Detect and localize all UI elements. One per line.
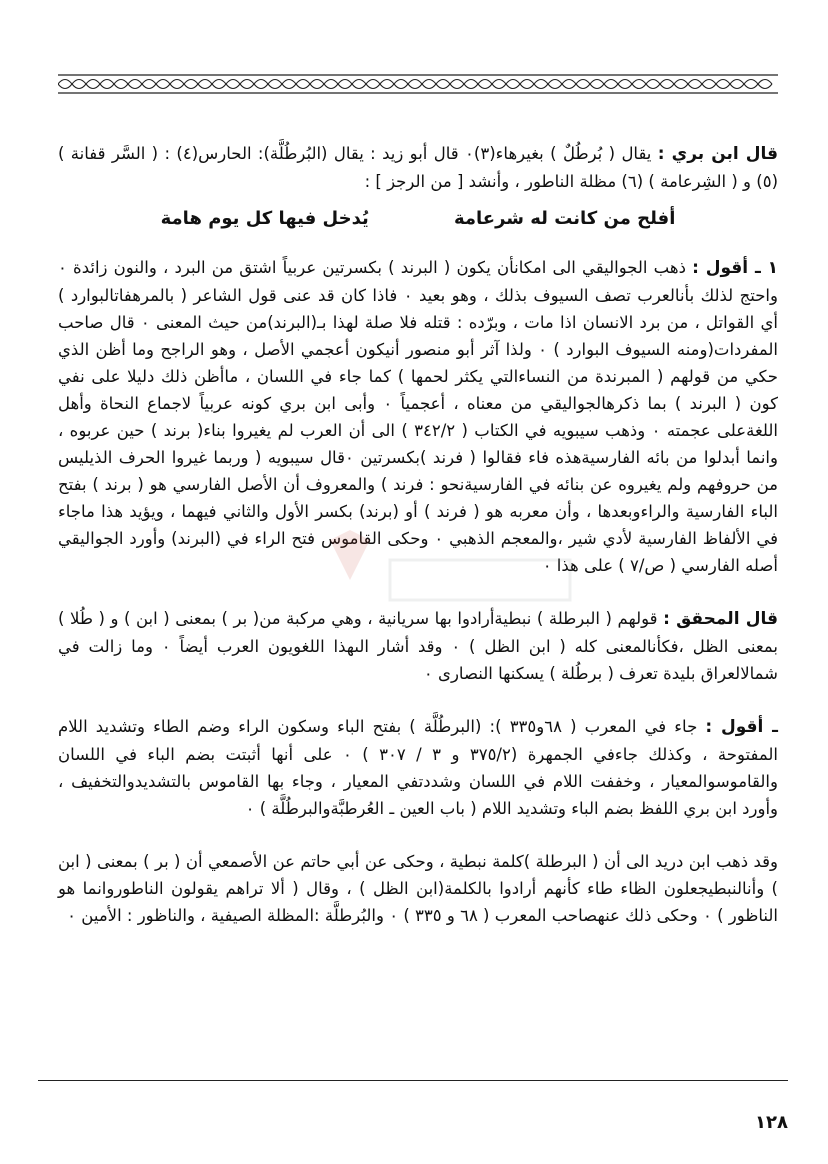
paragraph-lead: ١ ـ أقول : [692, 258, 779, 278]
paragraph-ibn-barri [58, 140, 778, 195]
poetry-verse [118, 205, 718, 232]
verse-first-hemistich: أفلح من كانت له شرعامة [453, 208, 676, 229]
paragraph-ibn-durayd [58, 848, 778, 929]
paragraph-muhaqqiq [58, 605, 778, 687]
body-text [58, 140, 778, 939]
paragraph-text: ذهب الجواليقي الى امكانأن يكون ( البرند ) بكسرتين عربياً اشتق من البرد ، والنون زائدة ٠ واحتج لذلك بأنالعرب تصف السيوف بذلك ، وهو بعيد ٠ فاذا كان قد عنى قول الشاعر ( بالمرهفاتالبوارد ) أي القواتل ، من برد الانسان اذا مات ، وبرّده : قتله فلا صلة لهذا بـ(البرند)من حيث المعنى ٠ قال صاحب المفردات(ومنه السيوف البوارد ) ٠ ولذا آثر أبو منصور أنيكون أعجمي الأصل ، وهو الراجح وما أظن الذي حكي من قولهم ( المبرندة من النساءالتي يكثر لحمها ) كما جاء في اللسان ، ماأظن ذلك دليلا على نفي كون ( البرند ) بما ذكرهالجواليقي من معناه ، أعجمياً ٠ وأبى ابن بري كونه عربياً لاجماع النحاة وأهل اللغةعلى عجمته ٠ وذهب سيبويه في الكتاب ( ٣٤٢/٢ ) الى أن العرب لم يغيروا بناء( برند ) حين عربوه ، وانما أبدلوا من بائه الفارسيةهذه فاء فقالوا ( فرند )بكسرتين ٠قال سيبويه ( وربما غيروا الحرف الذيليس من حروفهم ولم يغيروه عن بنائه في الفارسيةنحو : فرند ) والمعروف أن الأصل الفارسي هو ( برند ) بفتح الباء الفارسية والراءوبعدها ، وأن معربه هو ( فرند ) أو (برند) بكسر الأول والثاني فيهما ، ويؤيد هذا ماجاء في الألفاظ الفارسية لأدي شير ،والمعجم الذهبي ٠ وحكى القاموس فتح الراء في (البرند) وأورد الجواليقي أصله الفارسي ( ص/٧ ) على هذا ٠ [58, 258, 778, 575]
header-ornament-border [58, 72, 778, 96]
paragraph-text: جاء في المعرب ( ٦٨و٣٣٥ ): (البرطُلَّة ) بفتح الباء وسكون الراء وضم الطاء وتشديد اللام المفتوحة ، وكذلك جاءفي الجمهرة (٣٧٥/٢ و ٣ / ٣٠٧ ) ٠ على أنها أثبتت بضم الباء في اللسان والقاموسوالمعيار ، وخففت اللام في اللسان وشددتفي المعيار ، وجاء بها القاموس بالتشديدوالتخفيف ، وأورد ابن بري اللفظ بضم الباء وتشديد اللام ( باب العين ـ العُرطبَّةوالبرطُلَّة ) ٠ [58, 717, 778, 818]
paragraph-aqul-2 [58, 713, 778, 822]
paragraph-text: قولهم ( البرطلة ) نبطيةأرادوا بها سريانية ، وهي مركبة من( بر ) بمعنى ( ابن ) و ( طُلا ) بمعنى الظل ،فكأنالمعنى كله ( ابن الظل ) ٠ وقد أشار الىهذا اللغويون العرب أيضاً ٠ وما زالت في شمالالعراق بليدة تعرف ( برطُلة ) يسكنها النصارى ٠ [58, 609, 778, 683]
page-number: ١٢٨ [755, 1112, 788, 1133]
paragraph-lead: قال المحقق : [663, 609, 778, 629]
paragraph-lead: قال ابن بري : [657, 144, 779, 164]
footer-rule [38, 1080, 788, 1081]
verse-second-hemistich: يُدخل فيها كل يوم هامة [160, 208, 369, 229]
paragraph-aqul-1 [58, 254, 778, 579]
paragraph-text: وقد ذهب ابن دريد الى أن ( البرطلة )كلمة نبطية ، وحكى عن أبي حاتم عن الأصمعي أن ( بر ) بمعنى ( ابن ) وأنالنبطيجعلون الظاء طاء كأنهم أرادوا بالكلمة(ابن الظل ) ، وقال ( ألا تراهم يقولون الناطوروانما هو الناظور ) ٠ وحكى ذلك عنهصاحب المعرب ( ٦٨ و ٣٣٥ ) ٠ والبُرطلَّة :المظلة الصيفية ، والناظور : الأمين ٠ [58, 852, 778, 925]
paragraph-lead: ـ أقول : [705, 717, 778, 737]
paragraph-text: يقال ( بُرطُلٌ ) بغيرهاء(٣)٠ قال أبو زيد : يقال (البُرطُلَّة): الحارس(٤) : ( السَّر قفانة ) (٥) و ( الشِرعامة ) (٦) مظلة الناطور ، وأنشد [ من الرجز ] : [58, 144, 778, 191]
